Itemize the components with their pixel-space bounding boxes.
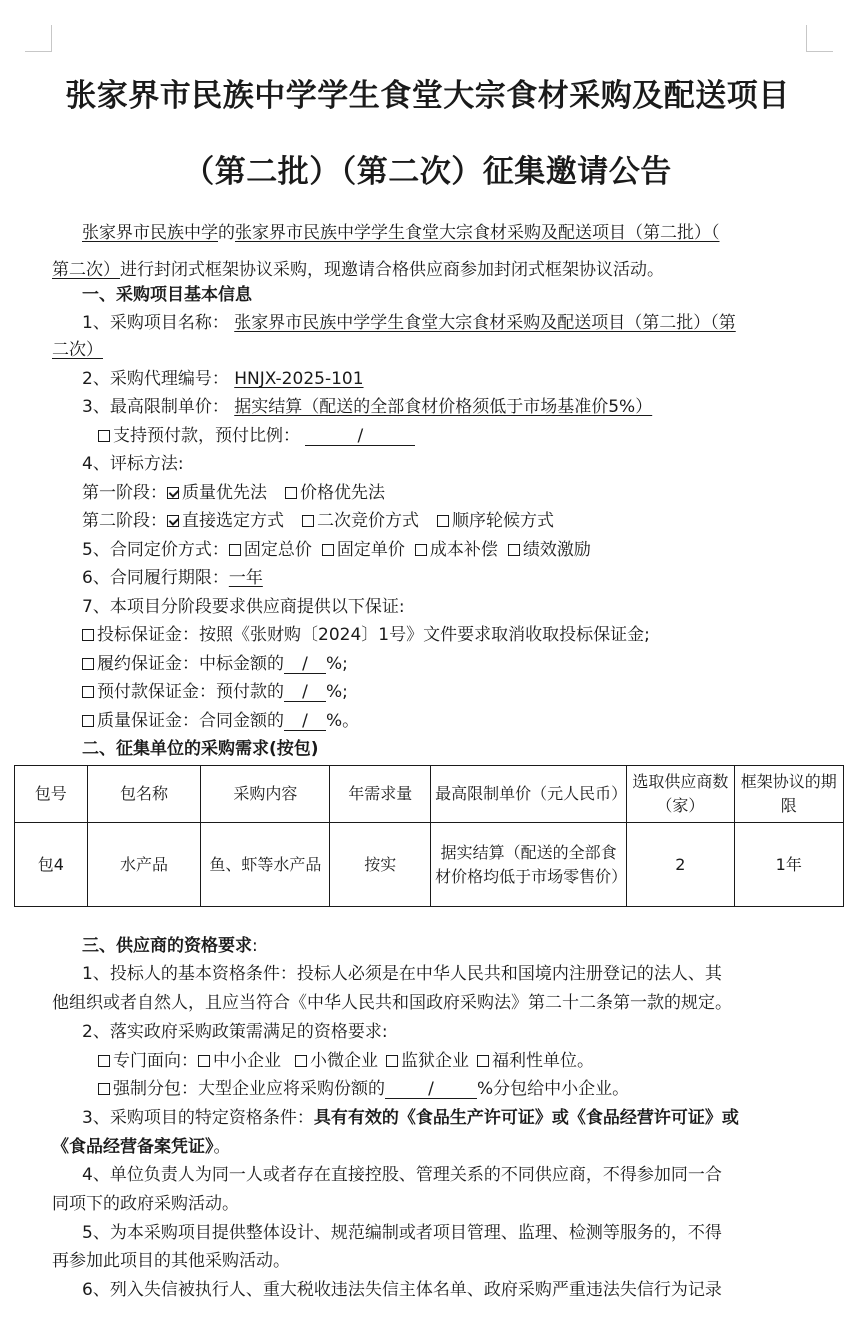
qual-p5-line2: 再参加此项目的其他采购活动。 [52,1251,290,1271]
document-title-line1: 张家界市民族中学学生食堂大宗食材采购及配送项目 [65,78,790,114]
fixed-total-label: 固定总价 [243,540,312,560]
subcontract-line [98,1078,629,1100]
rotation-label: 顺序轮候方式 [452,511,554,531]
header-cell-max-price: 最高限制单价（元人民币） [431,766,627,823]
quality-guarantee-checkbox[interactable] [82,715,94,727]
section3-heading-line [82,935,258,957]
qual-p3-bold-a: 具有有效的《食品生产许可证》或《食品经营许可证》或 [313,1108,739,1128]
fixed-total-checkbox[interactable] [229,544,241,556]
qual-p3-line2 [52,1136,231,1158]
cell-max-price: 据实结算（配送的全部食材价格均低于市场零售价） [431,823,627,907]
prison-label: 监狱企业 [401,1051,469,1071]
intro-rest: 进行封闭式框架协议采购，现邀请合格供应商参加封闭式框架协议活动。 [120,260,664,280]
stage1-label: 第一阶段： [82,483,167,503]
stage1-line [82,482,385,504]
qual-p5-line1: 5、为本采购项目提供整体设计、规范编制或者项目管理、监理、检测等服务的，不得 [82,1223,722,1243]
cost-comp-checkbox[interactable] [415,544,427,556]
table-header-row [15,766,844,823]
section1-heading: 一、采购项目基本信息 [82,285,252,305]
prepay-guarantee-blank: / [284,683,326,702]
fixed-unit-label: 固定单价 [336,540,405,560]
header-cell-term: 框架协议的期限 [734,766,843,823]
document-title-line2: （第二批）（第二次）征集邀请公告 [183,154,672,190]
intro-de: 的 [218,223,235,243]
bid-guarantee-line [82,624,650,646]
header-cell-supplier-count: 选取供应商数（家） [627,766,734,823]
project-name-value-a: 张家界市民族中学学生食堂大宗食材采购及配送项目（第二批）（第 [234,313,736,333]
welfare-label: 福利性单位。 [492,1051,594,1071]
agency-code-line [82,368,364,390]
performance-label: 绩效激励 [522,540,591,560]
cell-annual-demand: 按实 [330,823,431,907]
max-price-line [82,396,652,418]
prepay-guarantee-label: 预付款保证金：预付款的 [97,682,284,702]
intro-project-a: 张家界市民族中学学生食堂大宗食材采购及配送项目（第二批）（ [235,223,720,243]
project-name-label: 1、采购项目名称： [82,313,229,333]
qual-p3-label: 3、采购项目的特定资格条件： [82,1108,314,1128]
fixed-unit-checkbox[interactable] [322,544,334,556]
second-bid-label: 二次竞价方式 [317,511,419,531]
price-priority-checkbox[interactable] [285,487,297,499]
quality-priority-checkbox[interactable] [167,487,179,499]
bid-guarantee-text: 投标保证金：按照《张财购〔2024〕1号》文件要求取消收取投标保证金; [97,625,650,645]
sme-label: 中小企业 [213,1051,281,1071]
qual-p1-line1: 1、投标人的基本资格条件：投标人必须是在中华人民共和国境内注册登记的法人、其 [82,964,722,984]
section2-heading: 二、征集单位的采购需求(按包) [82,739,319,759]
quality-guarantee-label: 质量保证金：合同金额的 [97,711,284,731]
page-corner-mark-top-right [806,25,833,52]
special-target-checkbox[interactable] [98,1055,110,1067]
perf-guarantee-blank: / [284,655,326,674]
perf-guarantee-pct: %; [326,654,348,674]
section3-colon: : [252,936,258,956]
pricing-method-line [82,539,591,561]
project-name-line [82,312,736,334]
intro-line2 [52,259,664,281]
table-row [15,823,844,907]
qual-p3-line1 [82,1107,739,1129]
prepay-guarantee-pct: %; [326,682,348,702]
qual-p4-line2: 同项下的政府采购活动。 [52,1194,239,1214]
section3-heading: 三、供应商的资格要求 [82,936,252,956]
subcontract-blank: / [385,1080,477,1099]
cell-supplier-count: 2 [627,823,734,907]
micro-checkbox[interactable] [295,1055,307,1067]
cell-package-name: 水产品 [87,823,201,907]
requirements-table [14,765,844,907]
qual-p3-end: 。 [213,1137,231,1157]
special-target-line [98,1050,594,1072]
intro-project-b: 第二次） [52,260,120,280]
quality-guarantee-line [82,710,359,732]
quality-guarantee-pct: %。 [326,711,360,731]
subcontract-checkbox[interactable] [98,1083,110,1095]
perf-guarantee-line [82,653,348,675]
prison-checkbox[interactable] [386,1055,398,1067]
rotation-checkbox[interactable] [437,515,449,527]
prepay-line [98,425,415,447]
prepay-guarantee-line [82,681,348,703]
special-target-label: 专门面向： [113,1051,198,1071]
header-cell-content: 采购内容 [201,766,330,823]
agency-code-label: 2、采购代理编号： [82,369,229,389]
welfare-checkbox[interactable] [477,1055,489,1067]
eval-method-label: 4、评标方法: [82,454,184,474]
subcontract-label: 强制分包：大型企业应将采购份额的 [113,1079,385,1099]
quality-priority-label: 质量优先法 [182,483,267,503]
pricing-method-label: 5、合同定价方式： [82,540,229,560]
intro-line1 [82,222,720,244]
direct-select-label: 直接选定方式 [182,511,284,531]
qual-p2: 2、落实政府采购政策需满足的资格要求: [82,1022,388,1042]
header-cell-package-no: 包号 [15,766,88,823]
perf-guarantee-checkbox[interactable] [82,658,94,670]
performance-checkbox[interactable] [508,544,520,556]
agency-code-value: HNJX-2025-101 [234,369,364,389]
cell-term: 1年 [734,823,843,907]
prepay-checkbox[interactable] [98,430,110,442]
qual-p6-line1: 6、列入失信被执行人、重大税收违法失信主体名单、政府采购严重违法失信行为记录 [82,1280,722,1300]
max-price-label: 3、最高限制单价： [82,397,229,417]
direct-select-checkbox[interactable] [167,515,179,527]
project-name-line2 [52,339,103,361]
micro-label: 小微企业 [310,1051,378,1071]
intro-org: 张家界市民族中学 [82,223,218,243]
prepay-label: 支持预付款，预付比例： [113,426,300,446]
cost-comp-label: 成本补偿 [429,540,498,560]
qual-p4-line1: 4、单位负责人为同一人或者存在直接控股、管理关系的不同供应商，不得参加同一合 [82,1165,722,1185]
perf-guarantee-label: 履约保证金：中标金额的 [97,654,284,674]
qual-p1-line2: 他组织或者自然人，且应当符合《中华人民共和国政府采购法》第二十二条第一款的规定。 [52,993,732,1013]
quality-guarantee-blank: / [284,712,326,731]
prepay-ratio-blank: / [305,427,415,446]
subcontract-rest: %分包给中小企业。 [477,1079,630,1099]
qual-p3-bold-b: 《食品经营备案凭证》 [52,1137,214,1157]
stage2-label: 第二阶段： [82,511,167,531]
price-priority-label: 价格优先法 [300,483,385,503]
header-cell-package-name: 包名称 [87,766,201,823]
cell-content: 鱼、虾等水产品 [201,823,330,907]
max-price-value: 据实结算（配送的全部食材价格须低于市场基准价5%） [234,397,653,417]
stage2-line [82,510,554,532]
header-cell-annual-demand: 年需求量 [330,766,431,823]
sme-checkbox[interactable] [198,1055,210,1067]
page-corner-mark-top-left [25,25,52,52]
contract-term-line [82,567,263,589]
guarantee-label: 7、本项目分阶段要求供应商提供以下保证: [82,597,405,617]
contract-term-value: 一年 [228,568,263,588]
project-name-value-b: 二次） [52,340,103,360]
second-bid-checkbox[interactable] [302,515,314,527]
contract-term-label: 6、合同履行期限： [82,568,229,588]
bid-guarantee-checkbox[interactable] [82,629,94,641]
cell-package-no: 包4 [15,823,88,907]
prepay-guarantee-checkbox[interactable] [82,686,94,698]
